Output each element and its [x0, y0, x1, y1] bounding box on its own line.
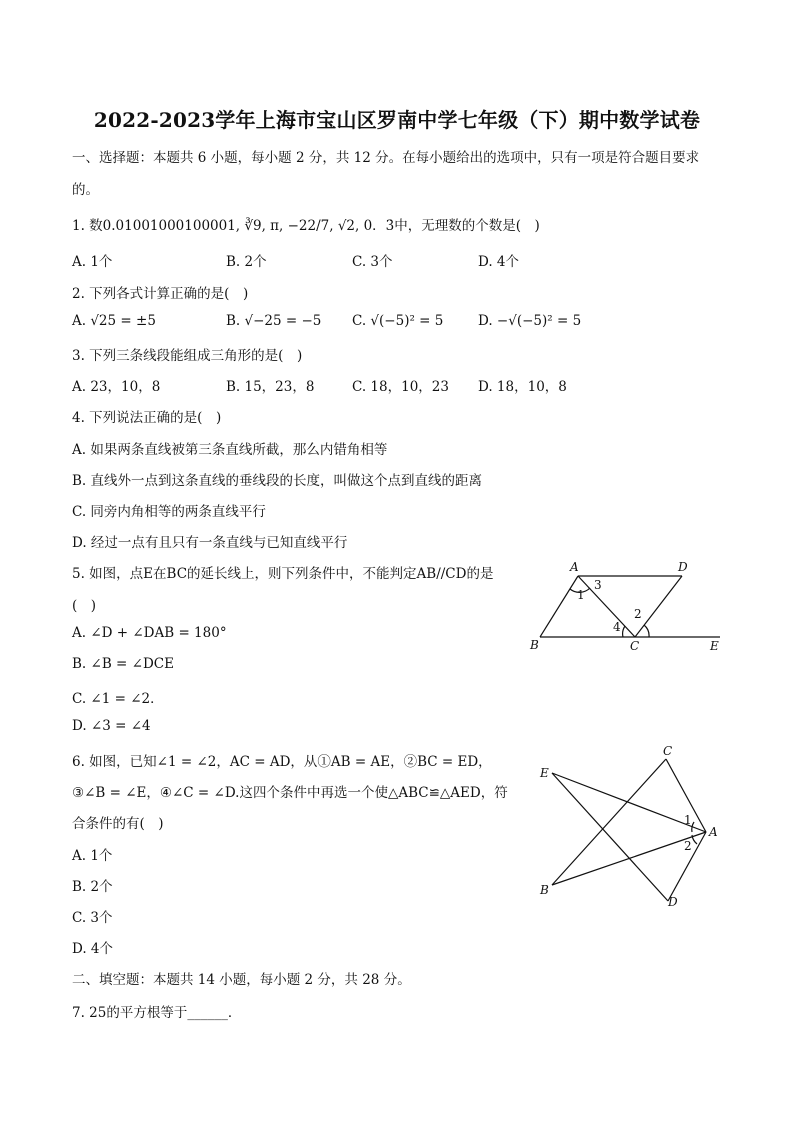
q6-option-c: C. 3个	[72, 910, 113, 926]
q5-figure	[520, 556, 730, 656]
q1-option-d: D. 4个	[478, 254, 520, 270]
angle-arc-c2	[644, 625, 649, 637]
q7-stem: 7. 25的平方根等于______．	[72, 1005, 242, 1021]
q3-option-d: D. 18，10，8	[478, 379, 567, 395]
q6-stem-line3: 合条件的有( )	[72, 816, 164, 832]
angle-arc-c4	[623, 626, 625, 637]
q3-option-a: A. 23，10，8	[72, 379, 161, 395]
q6-option-b: B. 2个	[72, 879, 113, 895]
q5-label-a: A	[570, 560, 579, 574]
line-cd	[635, 576, 682, 637]
q3-option-b: B. 15，23，8	[226, 379, 315, 395]
q6-label-e: E	[540, 766, 549, 780]
section1-heading: 一、选择题：本题共 6 小题，每小题 2 分，共 12 分。在每小题给出的选项中，只有一项是符合题目要求	[72, 150, 700, 166]
line-ac	[578, 576, 635, 637]
q6-angle-1: 1	[684, 813, 692, 827]
q4-stem: 4. 下列说法正确的是( )	[72, 410, 222, 426]
q6-label-a: A	[709, 825, 718, 839]
q3-option-c: C. 18，10，23	[352, 379, 449, 395]
page-title: 2022-2023学年上海市宝山区罗南中学七年级（下）期中数学试卷	[93, 108, 701, 132]
q1-option-a: A. 1个	[72, 254, 113, 270]
q5-angle-1: 1	[577, 588, 585, 602]
q5-label-c: C	[630, 639, 640, 653]
q4-option-b: B. 直线外一点到这条直线的垂线段的长度，叫做这个点到直线的距离	[72, 473, 483, 489]
q1-option-b: B. 2个	[226, 254, 267, 270]
q1-stem: 1. 数0.01001000100001, ∛9, π, −22/7, √2, 0．3̇中，无理数的个数是( )	[72, 218, 540, 234]
q6-stem-line2: ③∠B = ∠E，④∠C = ∠D.这四个条件中再选一个使△ABC≌△AED，符	[72, 785, 508, 801]
q2-option-b: B. √−25 = −5	[226, 313, 322, 329]
line-ea	[552, 773, 706, 832]
q4-option-a: A. 如果两条直线被第三条直线所截，那么内错角相等	[72, 442, 388, 458]
q6-option-d: D. 4个	[72, 941, 114, 957]
q5-angle-4: 4	[613, 620, 621, 634]
q6-figure	[530, 744, 730, 914]
q4-option-c: C. 同旁内角相等的两条直线平行	[72, 504, 266, 520]
line-ed	[552, 773, 668, 901]
q2-option-c: C. √(−5)² = 5	[352, 313, 444, 329]
q2-option-a: A. √25 = ±5	[72, 313, 156, 329]
q6-label-c: C	[663, 744, 673, 758]
line-ab	[540, 576, 578, 637]
q5-option-d: D. ∠3 = ∠4	[72, 718, 151, 734]
q5-angle-3: 3	[594, 578, 602, 592]
q3-stem: 3. 下列三条线段能组成三角形的是( )	[72, 348, 303, 364]
q2-option-d: D. −√(−5)² = 5	[478, 313, 582, 329]
line-bc	[552, 759, 666, 885]
q5-label-b: B	[530, 638, 539, 652]
section2-heading: 二、填空题：本题共 14 小题，每小题 2 分，共 28 分。	[72, 972, 411, 988]
q6-option-a: A. 1个	[72, 848, 113, 864]
q6-label-b: B	[540, 883, 549, 897]
q5-angle-2: 2	[634, 607, 642, 621]
q5-option-a: A. ∠D + ∠DAB = 180°	[72, 625, 227, 641]
q4-option-d: D. 经过一点有且只有一条直线与已知直线平行	[72, 535, 348, 551]
q1-option-c: C. 3个	[352, 254, 393, 270]
q6-angle-2: 2	[684, 839, 692, 853]
q5-option-c: C. ∠1 = ∠2．	[72, 691, 164, 707]
q5-stem-cont: ( )	[72, 598, 97, 614]
section1-heading-cont: 的。	[72, 182, 99, 198]
q2-stem: 2. 下列各式计算正确的是( )	[72, 286, 249, 302]
q6-stem: 6. 如图，已知∠1 = ∠2，AC = AD，从①AB = AE，②BC = ED，	[72, 754, 492, 770]
q5-stem: 5. 如图，点E在BC的延长线上，则下列条件中，不能判定AB//CD的是	[72, 566, 494, 582]
q5-label-e: E	[710, 639, 719, 653]
q5-label-d: D	[678, 560, 688, 574]
q5-option-b: B. ∠B = ∠DCE	[72, 656, 174, 672]
q6-label-d: D	[668, 895, 678, 909]
